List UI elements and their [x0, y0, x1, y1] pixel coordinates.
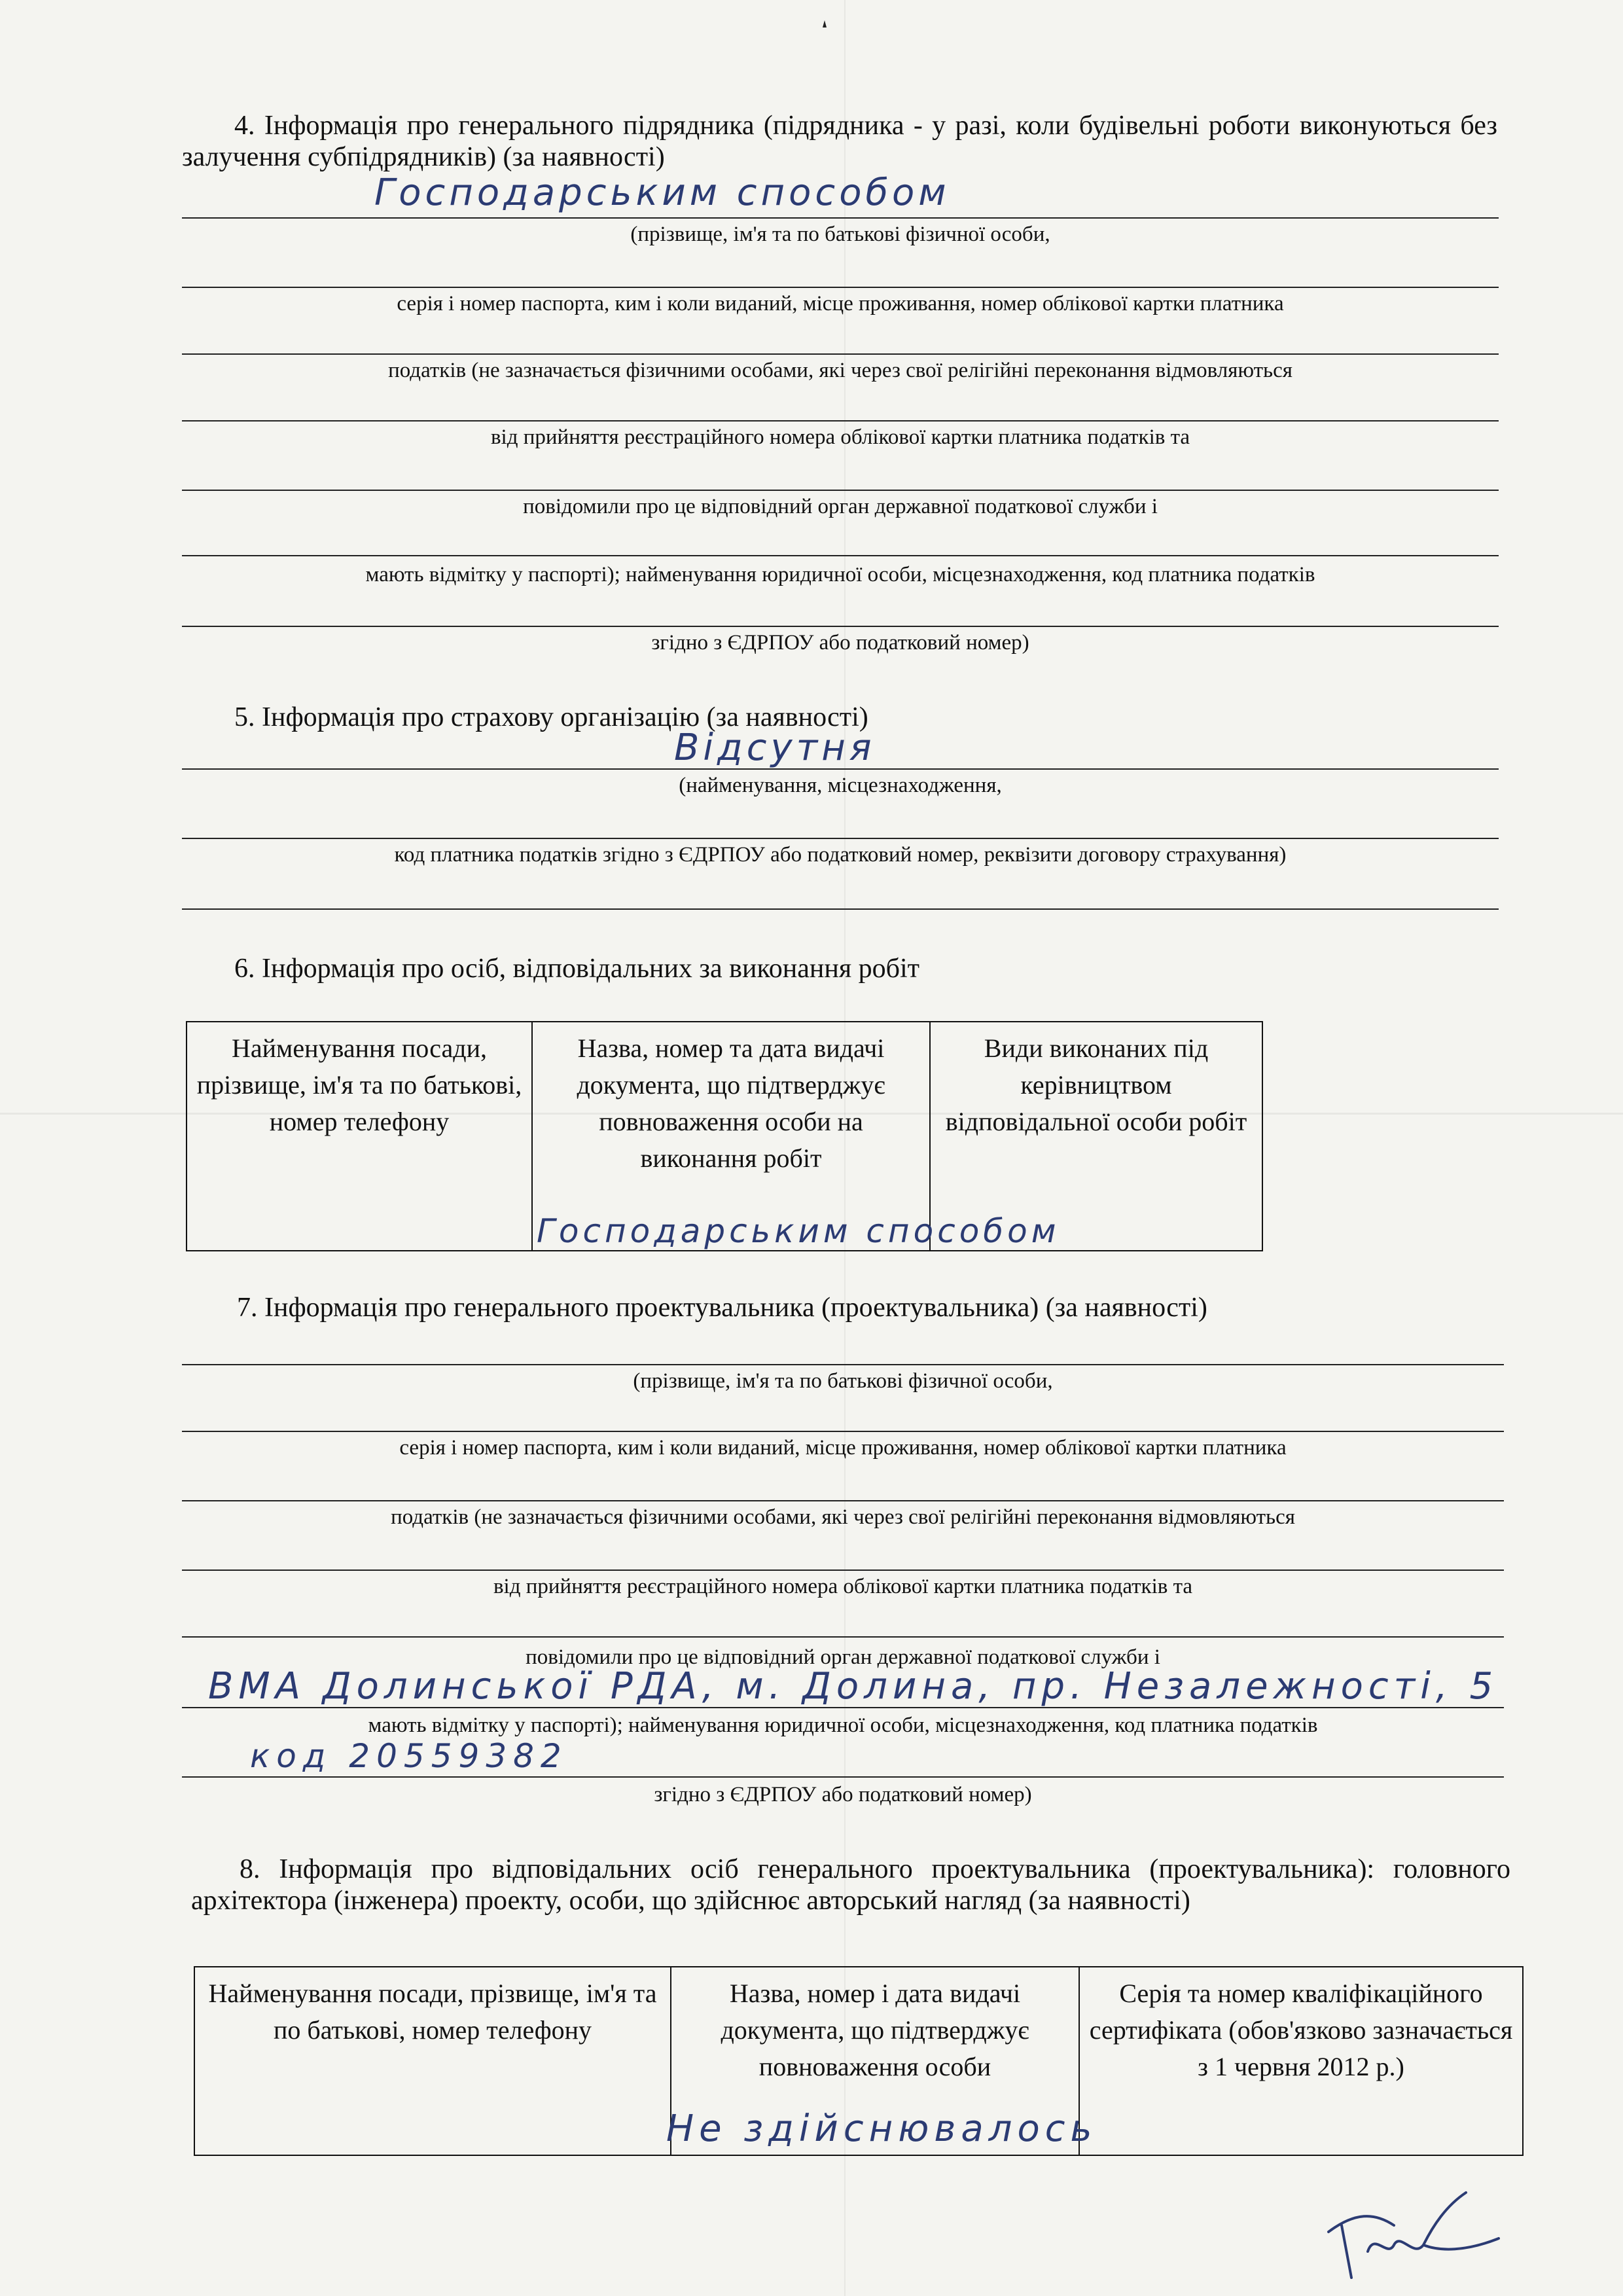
section4-handwritten-entry: Господарським способом [374, 171, 950, 214]
table-cell: Серія та номер кваліфікаційного сертифіката (обов'язково зазначається з 1 червня 2012 р.) [1079, 1967, 1523, 2155]
section4-caption-4: від прийняття реєстраційного номера облікової картки платника податків та [490, 425, 1190, 449]
section7-handwritten-line1: ВМА Долинської РДА, м. Долина, пр. Незалежності, 5 [208, 1665, 1499, 1708]
section7-handwritten-line2: код 20559382 [250, 1737, 568, 1775]
section7-heading: 7. Інформація про генерального проектувальника (проектувальника) (за наявності) [237, 1293, 1207, 1323]
section4-caption-2: серія і номер паспорта, ким і коли виданий, місце проживання, номер облікової картки платника [397, 292, 1284, 315]
section7-caption-2: серія і номер паспорта, ким і коли виданий, місце проживання, номер облікової картки платника [399, 1436, 1287, 1460]
fill-line [182, 1776, 1504, 1778]
fill-line [182, 1570, 1504, 1571]
section7-caption-1: (прізвище, ім'я та по батькові фізичної особи, [633, 1369, 1053, 1393]
section8-heading: 8. Інформація про відповідальних осіб генерального проектувальника (проектувальника): головного архітектора (інженера) проекту, особи, що здійснює авторський нагляд (за наявності) [191, 1854, 1510, 1916]
table-cell: Найменування посади, прізвище, ім'я та по батькові, номер телефону [187, 1022, 532, 1251]
section7-caption-3: податків (не зазначається фізичними особами, які через свої релігійні переконання відмовляються [391, 1505, 1295, 1529]
fill-line [182, 420, 1499, 422]
section7-caption-6: мають відмітку у паспорті); найменування юридичної особи, місцезнаходження, код платника податків [368, 1713, 1318, 1737]
section4-caption-5: повідомили про це відповідний орган державної податкової служби і [523, 495, 1158, 518]
section6-heading: 6. Інформація про осіб, відповідальних за виконання робіт [234, 954, 920, 984]
section7-caption-7: згідно з ЄДРПОУ або податковий номер) [654, 1783, 1032, 1806]
section7-caption-4: від прийняття реєстраційного номера облікової картки платника податків та [493, 1575, 1193, 1598]
ink-mark [821, 20, 828, 29]
fill-line [182, 1636, 1504, 1638]
section8-handwritten-entry: Не здійснювалось [666, 2108, 1097, 2150]
fill-line [182, 838, 1499, 839]
section7-caption-5: повідомили про це відповідний орган державної податкової служби і [526, 1645, 1160, 1669]
fill-line [182, 217, 1499, 219]
section4-caption-6: мають відмітку у паспорті); найменування юридичної особи, місцезнаходження, код платника податків [365, 563, 1315, 586]
table-cell: Назва, номер і дата видачі документа, що підтверджує повноваження особи [671, 1967, 1079, 2155]
fill-line [182, 1431, 1504, 1432]
fill-line [182, 1707, 1504, 1708]
section5-heading: 5. Інформація про страхову організацію (за наявності) [234, 702, 868, 732]
fill-line [182, 626, 1499, 627]
section4-caption-1: (прізвище, ім'я та по батькові фізичної особи, [630, 223, 1050, 246]
fill-line [182, 287, 1499, 288]
table-cell: Назва, номер та дата видачі документа, що підтверджує повноваження особи на виконання робіт [532, 1022, 930, 1251]
fill-line [182, 1500, 1504, 1501]
section5-caption-1: (найменування, місцезнаходження, [679, 774, 1002, 797]
table-cell: Види виконаних під керівництвом відповідальної особи робіт [930, 1022, 1262, 1251]
fill-line [182, 768, 1499, 770]
section4-heading: 4. Інформація про генерального підрядника (підрядника - у разі, коли будівельні роботи виконуються без залучення субпідрядників) (за наявності) [182, 111, 1497, 172]
section4-caption-7: згідно з ЄДРПОУ або податковий номер) [651, 631, 1029, 655]
section5-caption-2: код платника податків згідно з ЄДРПОУ або податковий номер, реквізити договору страхування) [394, 843, 1287, 867]
signature-drawing [1315, 2186, 1512, 2291]
fill-line [182, 555, 1499, 556]
fill-line [182, 353, 1499, 355]
section5-handwritten-entry: Відсутня [674, 726, 876, 769]
table-cell: Найменування посади, прізвище, ім'я та по батькові, номер телефону [194, 1967, 671, 2155]
fill-line [182, 908, 1499, 910]
fill-line [182, 490, 1499, 491]
section6-handwritten-entry: Господарським способом [537, 1212, 1060, 1250]
fill-line [182, 1364, 1504, 1365]
section4-caption-3: податків (не зазначається фізичними особами, які через свої релігійні переконання відмовляються [388, 359, 1293, 382]
